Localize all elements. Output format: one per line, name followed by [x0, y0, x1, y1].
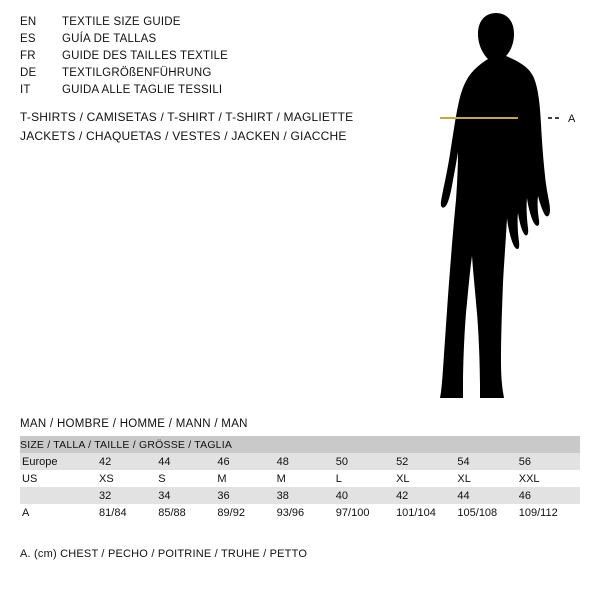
- language-list: [20, 16, 350, 101]
- cell: M: [217, 470, 276, 487]
- cell: 81/84: [99, 504, 158, 521]
- measure-marker-label: A: [568, 113, 576, 125]
- cell: XL: [396, 470, 457, 487]
- table-row: [20, 504, 580, 521]
- language-text: TEXTILE SIZE GUIDE: [62, 16, 181, 28]
- table-header-row: [20, 436, 580, 453]
- row-label: A: [20, 504, 99, 521]
- cell: M: [277, 470, 336, 487]
- table-header-label: SIZE / TALLA / TAILLE / GRÖSSE / TAGLIA: [20, 436, 580, 453]
- language-code: IT: [20, 84, 31, 96]
- category-jackets: JACKETS / CHAQUETAS / VESTES / JACKEN / GIACCHE: [20, 129, 347, 143]
- language-row: [20, 16, 350, 33]
- language-code: ES: [20, 33, 36, 45]
- cell: 48: [277, 453, 336, 470]
- language-text: GUIDE DES TAILLES TEXTILE: [62, 50, 229, 62]
- body-figure: [400, 8, 600, 408]
- cell: 89/92: [217, 504, 276, 521]
- cell: L: [336, 470, 396, 487]
- cell: 44: [457, 487, 518, 504]
- cell: XXL: [519, 470, 580, 487]
- table-title: MAN / HOMBRE / HOMME / MANN / MAN: [20, 418, 248, 430]
- cell: 46: [217, 453, 276, 470]
- cell: XL: [457, 470, 518, 487]
- language-code: FR: [20, 50, 36, 62]
- table-row: [20, 453, 580, 470]
- row-label: US: [20, 470, 99, 487]
- cell: 56: [519, 453, 580, 470]
- male-silhouette-icon: [400, 8, 600, 408]
- cell: S: [158, 470, 217, 487]
- cell: 85/88: [158, 504, 217, 521]
- language-row: [20, 50, 350, 67]
- cell: 38: [277, 487, 336, 504]
- size-table-block: [20, 418, 580, 521]
- language-text: TEXTILGRÖßENFÜHRUNG: [62, 67, 212, 79]
- cell: 93/96: [277, 504, 336, 521]
- cell: 32: [99, 487, 158, 504]
- size-table: [20, 436, 580, 521]
- cell: 50: [336, 453, 396, 470]
- cell: 44: [158, 453, 217, 470]
- cell: 34: [158, 487, 217, 504]
- language-text: GUÍA DE TALLAS: [62, 33, 157, 45]
- language-text: GUIDA ALLE TAGLIE TESSILI: [62, 84, 223, 96]
- cell: 52: [396, 453, 457, 470]
- cell: 42: [99, 453, 158, 470]
- cell: 54: [457, 453, 518, 470]
- row-label: Europe: [20, 453, 99, 470]
- language-row: [20, 67, 350, 84]
- table-row: [20, 470, 580, 487]
- cell: 105/108: [457, 504, 518, 521]
- category-list: [20, 110, 360, 148]
- footnote: A. (cm) CHEST / PECHO / POITRINE / TRUHE / PETTO: [20, 548, 308, 560]
- cell: 46: [519, 487, 580, 504]
- cell: 109/112: [519, 504, 580, 521]
- cell: XS: [99, 470, 158, 487]
- language-code: DE: [20, 67, 37, 79]
- table-row: [20, 487, 580, 504]
- language-row: [20, 33, 350, 50]
- cell: 40: [336, 487, 396, 504]
- cell: 36: [217, 487, 276, 504]
- language-row: [20, 84, 350, 101]
- cell: 101/104: [396, 504, 457, 521]
- category-tshirts: T-SHIRTS / CAMISETAS / T-SHIRT / T-SHIRT / MAGLIETTE: [20, 110, 354, 124]
- row-label: [20, 487, 99, 504]
- cell: 97/100: [336, 504, 396, 521]
- language-code: EN: [20, 16, 37, 28]
- cell: 42: [396, 487, 457, 504]
